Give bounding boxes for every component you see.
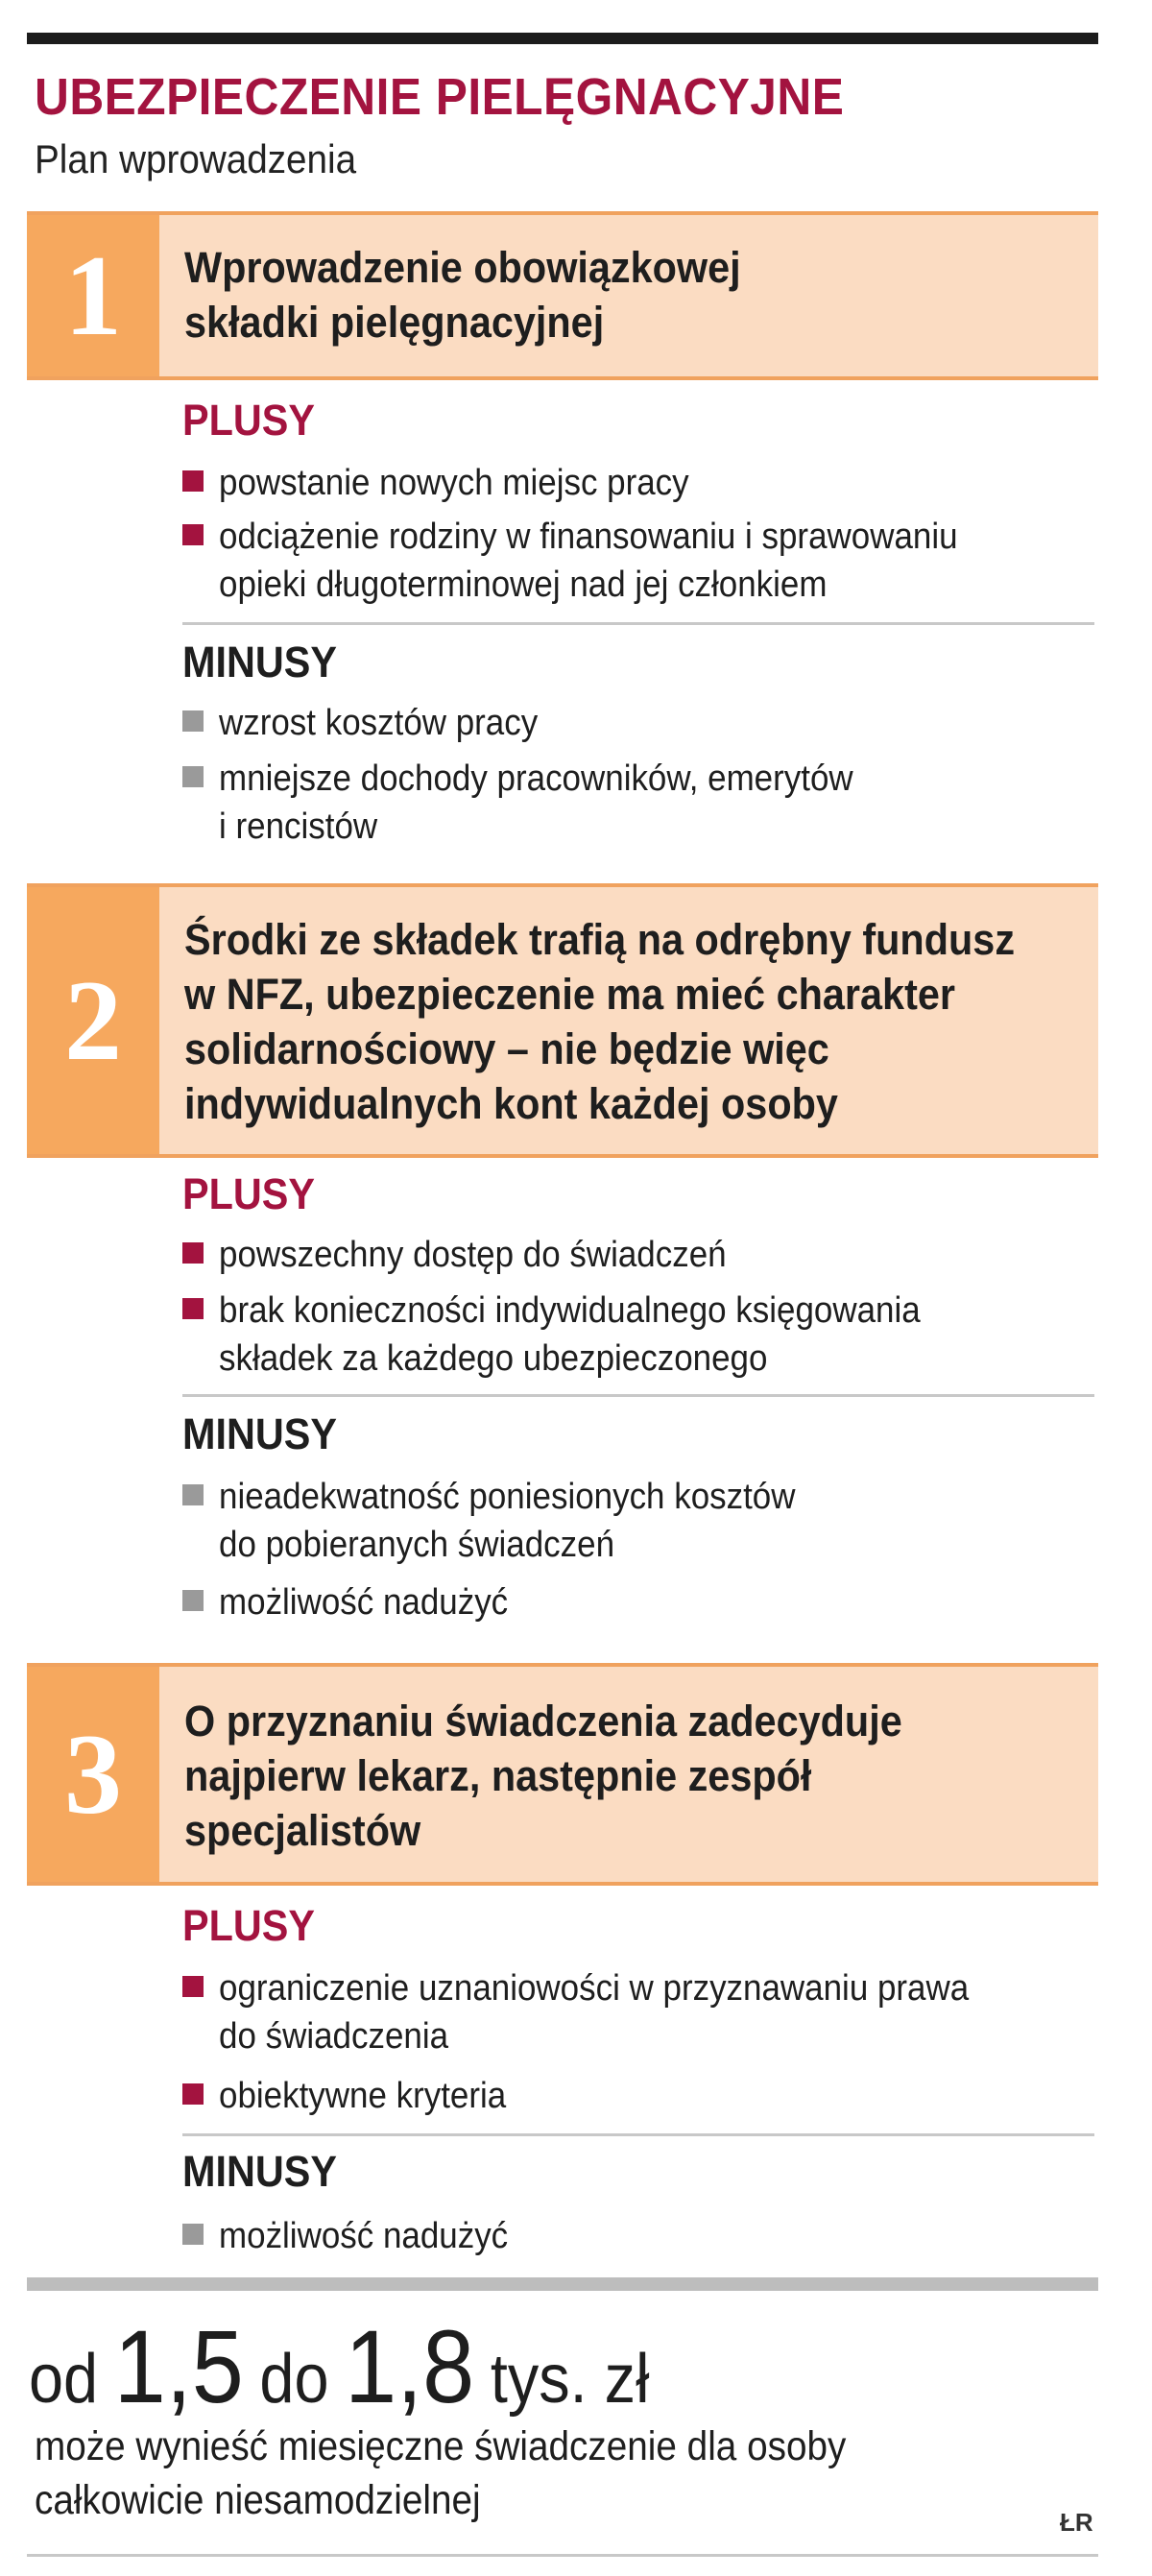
item-text: powstanie nowych miejsc pracy: [219, 463, 689, 503]
step-3-minus-heading: MINUSY: [182, 2147, 338, 2196]
top-rule: [27, 33, 1098, 44]
stat-unit: tys. zł: [490, 2341, 650, 2418]
item-text: możliwość nadużyć: [219, 2216, 509, 2256]
plus-bullet-icon: [182, 524, 204, 545]
step-1-number: 1: [64, 231, 122, 359]
item-text: powszechny dostęp do świadczeń: [219, 1235, 727, 1275]
end-rule: [27, 2554, 1098, 2557]
stat-to-word: do: [259, 2341, 329, 2418]
plus-bullet-icon: [182, 2083, 204, 2105]
step-2-minus-heading: MINUSY: [182, 1409, 338, 1458]
stat-caption: może wynieść miesięczne świadczenie dla osoby całkowicie niesamodzielnej: [35, 2423, 847, 2523]
plus-bullet-icon: [182, 470, 204, 492]
step-3-text: O przyznaniu świadczenia zadecyduje najpierw lekarz, następnie zespół specjalistów: [184, 1697, 902, 1855]
step-1-band: [27, 211, 1098, 380]
step-3-plus-heading: PLUSY: [182, 1901, 316, 1950]
step-1-text: Wprowadzenie obowiązkowej składki pielęgnacyjnej: [184, 243, 741, 347]
step-3-number-box: [27, 1667, 159, 1882]
step-3-divider: [182, 2133, 1094, 2136]
step-1-plus-heading: PLUSY: [182, 396, 316, 445]
stat-from-word: od: [29, 2341, 99, 2418]
minus-bullet-icon: [182, 1484, 204, 1505]
step-2-plus-heading: PLUSY: [182, 1169, 316, 1218]
minus-bullet-icon: [182, 710, 204, 732]
step-1-minus-heading: MINUSY: [182, 638, 338, 686]
item-text: nieadekwatność poniesionych kosztów do pobieranych świadczeń: [219, 1477, 796, 1565]
page-title: UBEZPIECZENIE PIELĘGNACYJNE: [35, 68, 845, 126]
page-subtitle: Plan wprowadzenia: [35, 136, 357, 181]
minus-bullet-icon: [182, 1590, 204, 1611]
step-2-band: [27, 883, 1098, 1158]
item-text: mniejsze dochody pracowników, emerytów i rencistów: [219, 758, 853, 847]
minus-bullet-icon: [182, 2224, 204, 2245]
plus-bullet-icon: [182, 1298, 204, 1319]
step-2-divider: [182, 1394, 1094, 1397]
minus-bullet-icon: [182, 766, 204, 787]
item-text: obiektywne kryteria: [219, 2076, 507, 2116]
stat-from-value: 1,5: [113, 2308, 244, 2424]
step-1-number-box: [27, 215, 159, 376]
item-text: ograniczenie uznaniowości w przyznawaniu prawa do świadczenia: [219, 1968, 970, 2057]
author-credit: ŁR: [1060, 2508, 1093, 2537]
plus-bullet-icon: [182, 1242, 204, 1264]
step-2-number-box: [27, 887, 159, 1154]
benefit-range: [29, 2306, 650, 2424]
item-text: wzrost kosztów pracy: [219, 703, 539, 743]
step-3-band: [27, 1663, 1098, 1886]
step-2-number: 2: [64, 956, 122, 1084]
stat-to-value: 1,8: [345, 2308, 475, 2424]
item-text: brak konieczności indywidualnego księgowania składek za każdego ubezpieczonego: [219, 1290, 921, 1379]
plus-bullet-icon: [182, 1976, 204, 1997]
item-text: możliwość nadużyć: [219, 1582, 509, 1623]
step-3-number: 3: [64, 1710, 122, 1838]
step-1-divider: [182, 622, 1094, 625]
step-2-text: Środki ze składek trafią na odrębny fundusz w NFZ, ubezpieczenie ma mieć charakter solidarnościowy – nie będzie więc indywidualnych kont każdej osoby: [184, 915, 1016, 1128]
item-text: odciążenie rodziny w finansowaniu i sprawowaniu opieki długoterminowej nad jej członkiem: [219, 517, 958, 605]
bottom-rule: [27, 2277, 1098, 2291]
